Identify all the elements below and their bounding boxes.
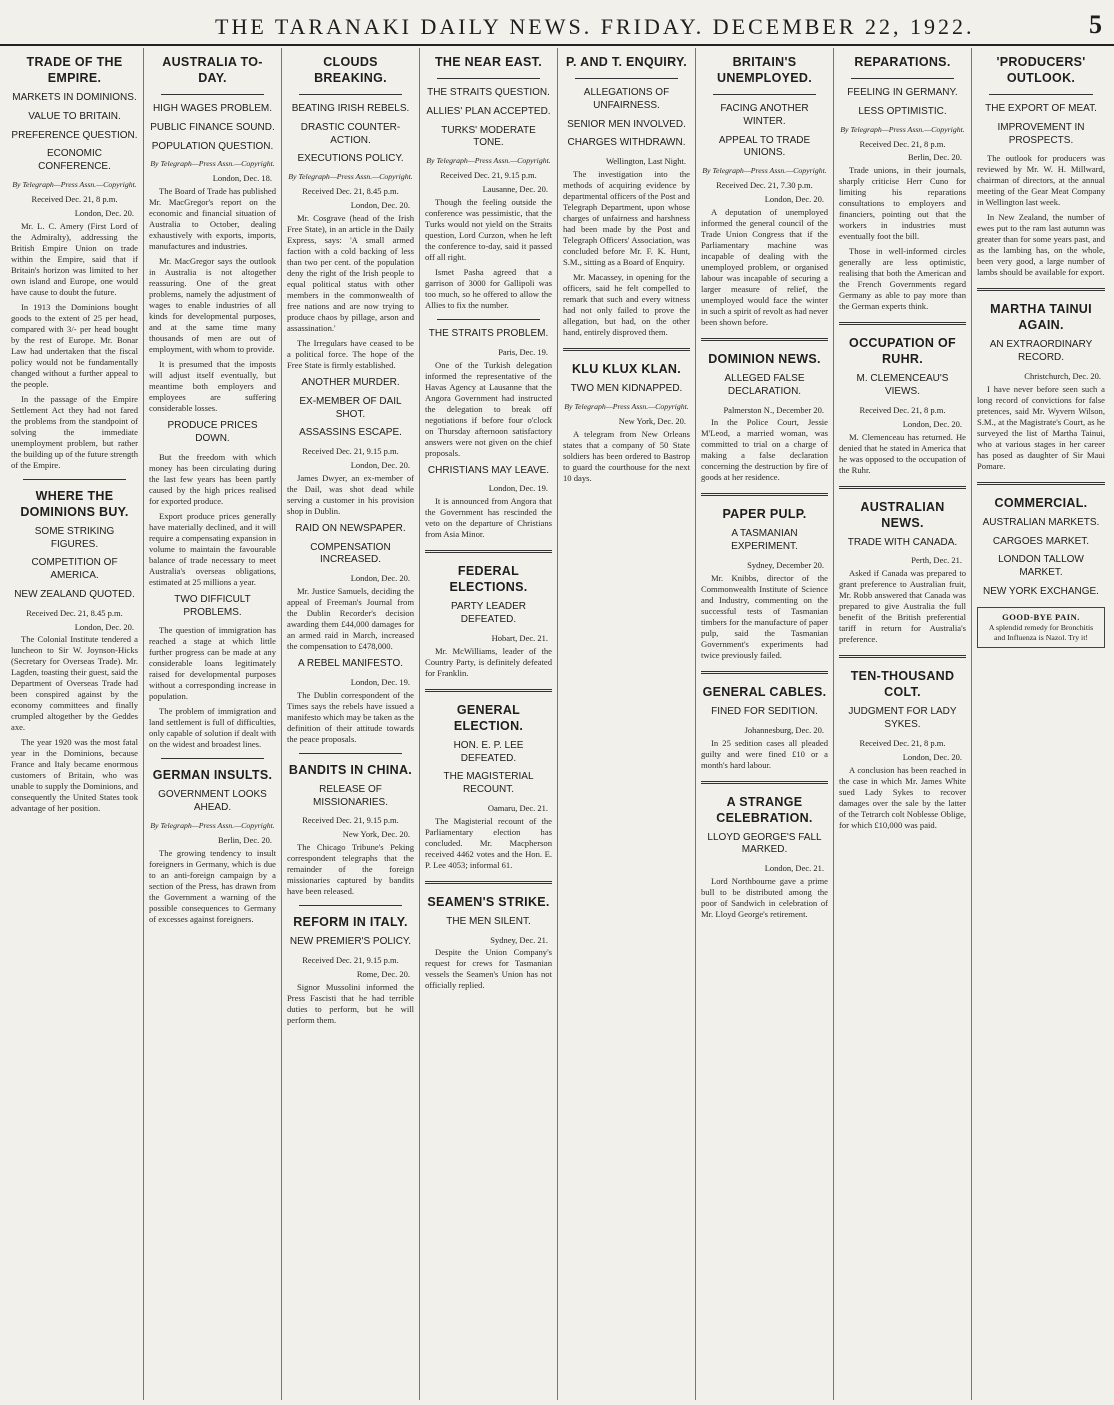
subheading: JUDGMENT FOR LADY SYKES. xyxy=(848,706,957,731)
columns xyxy=(6,48,1110,1400)
headline: AUSTRALIAN NEWS. xyxy=(860,499,945,530)
paragraph: In 25 sedition cases all pleaded guilty and were fined £10 or a month's hard labour. xyxy=(701,737,828,770)
subheading: SENIOR MEN INVOLVED. xyxy=(567,118,686,130)
subheading: GOVERNMENT LOOKS AHEAD. xyxy=(158,789,267,814)
subheading: SOME STRIKING FIGURES. xyxy=(34,525,115,550)
subheading: TURKS' MODERATE TONE. xyxy=(441,124,536,149)
byline: By Telegraph—Press Assn.—Copyright. xyxy=(702,166,827,176)
headline: WHERE THE DOMINIONS BUY. xyxy=(20,488,129,519)
dateline: Berlin, Dec. 20. xyxy=(217,834,272,845)
subheading: CHARGES WITHDRAWN. xyxy=(567,137,686,149)
divider xyxy=(563,348,690,351)
subheading: DRASTIC COUNTER-ACTION. xyxy=(300,121,401,146)
paragraph: M. Clemenceau has returned. He denied that he stated in America that he was opposed to the occupation of the Ruhr. xyxy=(839,431,966,475)
subheading: TWO DIFFICULT PROBLEMS. xyxy=(174,593,251,618)
paragraph: A deputation of unemployed informed the general council of the Trade Union Congress that if the Parliamentary machine was incapable of dealing with the unemployed problem, or organised labour was incapable of securing a larger measure of relief, the unemployed would face the winter in such a spirit of revolt as had never been shown before. xyxy=(701,206,828,327)
subheading: LESS OPTIMISTIC. xyxy=(858,105,947,117)
received-line: Received Dec. 21, 9.15 p.m. xyxy=(440,170,537,181)
paragraph: Mr. Knibbs, director of the Commonwealth Institute of Science and Industry, commenting on the successful tests of Tasmanian timbers for the manufacture of paper pulp, said the Tasmanian Government's experiments had twice previously failed. xyxy=(701,572,828,660)
divider xyxy=(989,94,1093,95)
paragraph: Mr. Cosgrave (head of the Irish Free State), in an article in the Daily Express, says: 'A small armed faction with a cold backing of less than two per cent. of the population deny the right of the Irish people to equal political status with other members in the commonwealth of free nations and are now trying to produce chaos by pillage, arson and assassination.' xyxy=(287,212,414,333)
divider xyxy=(839,486,966,489)
paragraph: The Magisterial recount of the Parliamentary election has concluded. Mr. Macpherson received 4462 votes and the Hon. E. P. Lee 4053; informal 61. xyxy=(425,815,552,870)
paragraph: The Colonial Institute tendered a luncheon to Sir W. Joynson-Hicks (Secretary for Overseas Trade). Mr. Lagden, toasting their guest, said the Department of Overseas Trade had been conspired against by the economy committees and finally crumpled altogether by the Geddes axe. xyxy=(11,634,138,733)
subheading: LLOYD GEORGE'S FALL MARKED. xyxy=(707,831,822,856)
paragraph: But the freedom with which money has been circulating during the last few years has been partly caused by the high prices realised for exported produce. xyxy=(149,451,276,506)
headline: GENERAL ELECTION. xyxy=(453,702,524,733)
headline: DOMINION NEWS. xyxy=(708,351,821,366)
subheading: THE MEN SILENT. xyxy=(446,915,531,927)
subheading: HON. E. P. LEE DEFEATED. xyxy=(453,739,524,764)
divider xyxy=(977,482,1105,485)
dateline: Paris, Dec. 19. xyxy=(498,346,548,357)
divider xyxy=(701,781,828,784)
byline: By Telegraph—Press Assn.—Copyright. xyxy=(12,179,137,189)
divider xyxy=(299,905,402,906)
subheading: THE MAGISTERIAL RECOUNT. xyxy=(443,771,534,796)
divider xyxy=(425,550,552,553)
column-5 xyxy=(558,48,696,1400)
dateline: London, Dec. 19. xyxy=(488,483,548,494)
headline: TEN-THOUSAND COLT. xyxy=(850,669,955,700)
subheading: ALLIES' PLAN ACCEPTED. xyxy=(426,105,551,117)
byline: By Telegraph—Press Assn.—Copyright. xyxy=(564,401,689,411)
byline: By Telegraph—Press Assn.—Copyright. xyxy=(426,156,551,166)
dateline: London, Dec. 20. xyxy=(74,207,134,218)
subheading: NEW ZEALAND QUOTED. xyxy=(14,588,135,600)
paragraph: I have never before seen such a long record of convictions for false pretences, said Mr. Wyvern Wilson, S.M., at the Magistrate's Court, as he surveyed the list of Martha Tainui, who at various stages in her career has posed as daughter of Sir Maui Pomare. xyxy=(977,383,1105,471)
subheading: FACING ANOTHER WINTER. xyxy=(720,103,809,127)
byline: By Telegraph—Press Assn.—Copyright. xyxy=(150,159,275,169)
paragraph: The Dublin correspondent of the Times says the rebels have issued a manifesto which may be taken as the definition of their attitude towards the peace proposals. xyxy=(287,689,414,744)
divider xyxy=(425,881,552,884)
dateline: Sydney, Dec. 21. xyxy=(490,934,548,945)
column-7 xyxy=(834,48,972,1400)
byline: By Telegraph—Press Assn.—Copyright. xyxy=(150,821,275,831)
subheading: EX-MEMBER OF DAIL SHOT. xyxy=(299,395,402,420)
dateline: London, Dec. 18. xyxy=(212,173,272,184)
paragraph: Mr. Macassey, in opening for the officers, said he felt compelled to remark that such and every witness had not only failed to prove the allegation, but had, on the other hand, entirely disproved them. xyxy=(563,272,690,338)
subheading: POPULATION QUESTION. xyxy=(151,140,274,152)
paragraph: Those in well-informed circles generally are less optimistic, realising that both the American and the French Governments regard Germany as able to pay more than the German experts think. xyxy=(839,246,966,312)
headline: BRITAIN'S UNEMPLOYED. xyxy=(717,55,812,85)
paragraph: It is announced from Angora that the Government has rescinded the veto on the departure of Christians from Asia Minor. xyxy=(425,496,552,540)
paragraph: The growing tendency to insult foreigners in Germany, which is due to an anti-foreign campaign by a section of the Press, has drawn from the Government a warning of the possible consequences to Germany of excesses against foreigners. xyxy=(149,847,276,924)
dateline: New York, Dec. 20. xyxy=(618,415,686,426)
subheading: NEW PREMIER'S POLICY. xyxy=(289,936,412,948)
dateline: London, Dec. 20. xyxy=(350,200,410,211)
paragraph: Though the feeling outside the conference was pessimistic, that the Turks would not yield on the Straits question, Lord Curzon, when he left the conference to-day, said it passed off all right. xyxy=(425,196,552,262)
divider xyxy=(437,78,540,79)
dateline: London, Dec. 20. xyxy=(902,751,962,762)
divider xyxy=(161,94,264,95)
subheading: BEATING IRISH REBELS. xyxy=(291,103,410,114)
subheading: M. CLEMENCEAU'S VIEWS. xyxy=(856,373,949,398)
divider xyxy=(23,479,126,480)
subheading: THE STRAITS QUESTION. xyxy=(427,87,550,98)
subheading: PARTY LEADER DEFEATED. xyxy=(450,601,527,626)
headline: MARTHA TAINUI AGAIN. xyxy=(990,302,1092,333)
divider xyxy=(425,689,552,692)
divider xyxy=(701,338,828,341)
subheading: A REBEL MANIFESTO. xyxy=(297,658,404,670)
subheading: ALLEGATIONS OF UNFAIRNESS. xyxy=(583,87,670,111)
headline: A STRANGE CELEBRATION. xyxy=(716,794,813,825)
subheading: HIGH WAGES PROBLEM. xyxy=(152,103,273,114)
subheading: CARGOES MARKET. xyxy=(992,535,1090,547)
paragraph: Ismet Pasha agreed that a garrison of 3000 for Gallipoli was too much, so he offered to allow the Allies to fix the number. xyxy=(425,266,552,310)
byline: By Telegraph—Press Assn.—Copyright. xyxy=(288,172,413,182)
column-4 xyxy=(420,48,558,1400)
paragraph: The question of immigration has reached a stage at which little further progress can be made at any considerable loans legitimately raised for developmental purposes without a corresponding increase in population. xyxy=(149,625,276,702)
headline: REPARATIONS. xyxy=(854,55,951,69)
paragraph: The problem of immigration and land settlement is full of difficulties, only capable of solution if dealt with on the widest and broadest lines. xyxy=(149,706,276,750)
headline: OCCUPATION OF RUHR. xyxy=(849,336,956,367)
paragraph: The investigation into the methods of acquiring evidence by departmental officers of the Post and Telegraph Department, upon whose charges of unfairness and harshness had been made by the Post and Telegraph Officers' Association, was concluded before Mr. F. K. Hunt, S.M., sitting as a Board of Enquiry. xyxy=(563,169,690,268)
column-3 xyxy=(282,48,420,1400)
dateline: London, Dec. 19. xyxy=(350,676,410,687)
paragraph: Despite the Union Company's request for crews for Tasmanian vessels the Seamen's Union has not officially replied. xyxy=(425,947,552,991)
headline: P. AND T. ENQUIRY. xyxy=(566,55,687,69)
byline: By Telegraph—Press Assn.—Copyright. xyxy=(840,124,965,134)
subheading: EXECUTIONS POLICY. xyxy=(297,153,404,165)
paragraph: Mr. MacGregor says the outlook in Australia is not altogether reassuring. One of the great problems, namely the adjustment of wages to enable industries of all kinds for developmental purposes, and at the same time many thousands of men are out of employment, with whom to provide. xyxy=(149,256,276,355)
ad-title: GOOD-BYE PAIN. xyxy=(1002,611,1080,622)
received-line: Received Dec. 21, 8 p.m. xyxy=(859,404,946,415)
subheading: NEW YORK EXCHANGE. xyxy=(983,586,1099,598)
headline: CLOUDS BREAKING. xyxy=(314,55,387,85)
subheading: RAID ON NEWSPAPER. xyxy=(295,522,406,534)
subheading: COMPETITION OF AMERICA. xyxy=(31,557,118,582)
paragraph: Signor Mussolini informed the Press Fascisti that he had terrible duties to perform, but he will perform them. xyxy=(287,981,414,1025)
dateline: Palmerston N., December 20. xyxy=(723,404,824,415)
received-line: Received Dec. 21, 8 p.m. xyxy=(859,737,946,748)
newspaper-title: THE TARANAKI DAILY NEWS. FRIDAY. DECEMBER 22, 1922. xyxy=(215,14,975,39)
dateline: Oamaru, Dec. 21. xyxy=(487,802,548,813)
subheading: LONDON TALLOW MARKET. xyxy=(998,554,1084,579)
subheading: A TASMANIAN EXPERIMENT. xyxy=(731,528,798,553)
dateline: Berlin, Dec. 20. xyxy=(907,152,962,163)
paragraph: In the passage of the Empire Settlement Act they had not fared the problems from the standpoint of solving the immediate unemployment problem, but rather the building up of the future strength of the Empire. xyxy=(11,393,138,470)
paragraph: Asked if Canada was prepared to grant preference to Australian fruit, Mr. Robb answered that Canada was prepared to give Australia the full benefit of the British preferential tariff in return for Australia's preference. xyxy=(839,568,966,645)
paragraph: Lord Northbourne gave a prime bull to be distributed among the poor of Sandwich in celebration of Mr. Lloyd George's retirement. xyxy=(701,875,828,919)
headline: GERMAN INSULTS. xyxy=(152,768,273,783)
headline: COMMERCIAL. xyxy=(994,495,1088,510)
dateline: Sydney, December 20. xyxy=(747,559,824,570)
paragraph: Export produce prices generally have materially declined, and it will require a compensating expansion in volume to maintain the favourable balance of trade necessary to meet Australia's overseas obligations, estimated at 25 millions a year. xyxy=(149,510,276,587)
divider xyxy=(299,753,402,754)
subheading: AN EXTRAORDINARY RECORD. xyxy=(989,339,1093,364)
paragraph: It is presumed that the imposts will adjust itself eventually, but meantime both employers and employees are suffering considerable losses. xyxy=(149,359,276,414)
subheading: PRODUCE PRICES DOWN. xyxy=(167,420,258,445)
divider xyxy=(437,319,540,320)
dateline: London, Dec. 21. xyxy=(764,863,824,874)
advertisement xyxy=(977,607,1105,648)
headline: GENERAL CABLES. xyxy=(702,684,827,699)
dateline: London, Dec. 20. xyxy=(902,418,962,429)
headline: KLU KLUX KLAN. xyxy=(571,362,682,377)
dateline: Wellington, Last Night. xyxy=(605,156,686,167)
subheading: THE EXPORT OF MEAT. xyxy=(985,103,1097,114)
page-number: 5 xyxy=(1089,10,1102,39)
headline: TRADE OF THE EMPIRE. xyxy=(26,55,123,85)
received-line: Received Dec. 21, 8 p.m. xyxy=(859,138,946,149)
subheading: ALLEGED FALSE DECLARATION. xyxy=(724,372,805,397)
received-line: Received Dec. 21, 9.15 p.m. xyxy=(302,954,399,965)
dateline: Rome, Dec. 20. xyxy=(356,968,410,979)
dateline: London, Dec. 20. xyxy=(74,621,134,632)
dateline: Johannesburg, Dec. 20. xyxy=(744,724,824,735)
paragraph: Mr. McWilliams, leader of the Country Party, is definitely defeated for Franklin. xyxy=(425,645,552,678)
column-6 xyxy=(696,48,834,1400)
subheading: VALUE TO BRITAIN. xyxy=(28,110,121,122)
subheading: RELEASE OF MISSIONARIES. xyxy=(312,783,388,808)
received-line: Received Dec. 21, 8 p.m. xyxy=(31,193,118,204)
column-2 xyxy=(144,48,282,1400)
subheading: TWO MEN KIDNAPPED. xyxy=(570,383,683,395)
received-line: Received Dec. 21, 8.45 p.m. xyxy=(302,186,399,197)
dateline: New York, Dec. 20. xyxy=(342,829,410,840)
subheading: FEELING IN GERMANY. xyxy=(847,87,958,98)
ad-text: A splendid remedy for Bronchitis and Influenza is Nazol. Try it! xyxy=(988,622,1094,642)
paragraph: Mr. Justice Samuels, deciding the appeal of Freeman's Journal from the Dublin Recorder's decision awarding them £44,000 damages for an armed raid in March, increased the compensation to £478,000. xyxy=(287,586,414,652)
received-line: Received Dec. 21, 9.15 p.m. xyxy=(302,815,399,826)
paragraph: Trade unions, in their journals, sharply criticise Herr Cuno for limiting his reparations consultations to employers and financiers, pointing out that the workers in industries must eventually foot the bill. xyxy=(839,165,966,242)
subheading: MARKETS IN DOMINIONS. xyxy=(12,92,137,103)
headline: REFORM IN ITALY. xyxy=(293,915,408,930)
divider xyxy=(701,493,828,496)
subheading: PREFERENCE QUESTION. xyxy=(11,129,138,141)
subheading: COMPENSATION INCREASED. xyxy=(310,541,391,566)
dateline: Lausanne, Dec. 20. xyxy=(482,184,548,195)
divider xyxy=(161,758,264,759)
headline: 'PRODUCERS' OUTLOOK. xyxy=(996,55,1086,85)
column-8 xyxy=(972,48,1110,1400)
masthead xyxy=(0,0,1114,46)
dateline: London, Dec. 20. xyxy=(350,459,410,470)
paragraph: The outlook for producers was reviewed by Mr. W. H. Millward, chairman of directors, at the annual meeting of the Gear Meat Company in Wellington last week. xyxy=(977,153,1105,208)
subheading: TRADE WITH CANADA. xyxy=(847,536,958,548)
headline: FEDERAL ELECTIONS. xyxy=(449,564,528,595)
paragraph: The year 1920 was the most fatal year in the Dominions, because France and Italy became enormous customers of Britain, who was unable to supply the Dominions, and consequently the United States took advantage of her position. xyxy=(11,737,138,814)
paragraph: A telegram from New Orleans states that a company of 50 State soldiers has been ordered to Bastrop to guard the courthouse for the next 10 days. xyxy=(563,428,690,483)
divider xyxy=(713,94,816,95)
received-line: Received Dec. 21, 8.45 p.m. xyxy=(26,607,123,618)
received-line: Received Dec. 21, 7.30 p.m. xyxy=(716,180,813,191)
divider xyxy=(851,78,954,79)
paragraph: The Chicago Tribune's Peking correspondent telegraphs that the remainder of the foreign missionaries captured by bandits have been released. xyxy=(287,842,414,897)
subheading: AUSTRALIAN MARKETS. xyxy=(982,516,1100,528)
subheading: APPEAL TO TRADE UNIONS. xyxy=(718,134,811,159)
paragraph: A conclusion has been reached in the case in which Mr. James White sued Lady Sykes to recover damages over the sale by the latter of the Tetrarch colt Noblesse Oblige, for which £10,000 was paid. xyxy=(839,764,966,830)
headline: PAPER PULP. xyxy=(722,507,807,522)
dateline: London, Dec. 20. xyxy=(350,573,410,584)
dateline: Hobart, Dec. 21. xyxy=(491,632,548,643)
divider xyxy=(977,288,1105,291)
paragraph: One of the Turkish delegation informed the representative of the Havas Agency at Lausanne that the Angora Government had instructed the delegation to break off negotiations if before four o'clock on Thursday afternoon satisfactory answers were not given on the chief proposals. xyxy=(425,359,552,458)
divider xyxy=(299,94,402,95)
paragraph: In the Police Court, Jessie M'Leod, a married woman, was committed to trial on a charge of making a false declaration concerning the destruction by fire of goods at her residence. xyxy=(701,417,828,483)
paragraph: In 1913 the Dominions bought goods to the extent of 25 per head, compared with 3/- per head bought by the rest of Europe. Mr. Bonar Law had undertaken that the fiscal policy would not be fundamentally changed without a further appeal to the people. xyxy=(11,301,138,389)
column-1 xyxy=(6,48,144,1400)
dateline: Christchurch, Dec. 20. xyxy=(1024,370,1101,381)
subheading: ASSASSINS ESCAPE. xyxy=(299,427,402,439)
subheading: ANOTHER MURDER. xyxy=(301,376,400,388)
received-line: Received Dec. 21, 9.15 p.m. xyxy=(302,446,399,457)
dateline: Perth, Dec. 21. xyxy=(911,555,962,566)
divider xyxy=(839,655,966,658)
subheading: IMPROVEMENT IN PROSPECTS. xyxy=(997,121,1085,146)
headline: THE NEAR EAST. xyxy=(435,55,542,69)
paragraph: Mr. L. C. Amery (First Lord of the Admiralty), addressing the British Empire Union on trade within the Empire, said that if Britain's horizon was limited to her own island and Europe, one would have cause to doubt the future. xyxy=(11,220,138,297)
divider xyxy=(839,322,966,325)
paragraph: James Dwyer, an ex-member of the Dail, was shot dead while serving a customer in his provision shop in Dublin. xyxy=(287,472,414,516)
divider xyxy=(575,78,678,79)
subheading: PUBLIC FINANCE SOUND. xyxy=(150,121,275,133)
subheading: CHRISTIANS MAY LEAVE. xyxy=(427,464,550,476)
subheading: FINED FOR SEDITION. xyxy=(711,705,818,717)
headline: BANDITS IN CHINA. xyxy=(288,762,413,777)
subheading: THE STRAITS PROBLEM. xyxy=(428,327,549,339)
paragraph: The Board of Trade has published Mr. MacGregor's report on the economic and financial situation of Australia to October, dealing exhaustively with exports, imports, manufactures and industries. xyxy=(149,186,276,252)
divider xyxy=(701,671,828,674)
headline: SEAMEN'S STRIKE. xyxy=(427,894,550,909)
headline: AUSTRALIA TO-DAY. xyxy=(162,55,263,85)
dateline: London, Dec. 20. xyxy=(764,194,824,205)
subheading: ECONOMIC CONFERENCE. xyxy=(38,148,111,173)
paragraph: The Irregulars have ceased to be a political force. The hope of the Free State is firmly established. xyxy=(287,337,414,370)
paragraph: In New Zealand, the number of ewes put to the ram last autumn was greater than for some years past, and as the lambing has, on the whole, been very good, a large number of lambs should be available for export. xyxy=(977,212,1105,278)
